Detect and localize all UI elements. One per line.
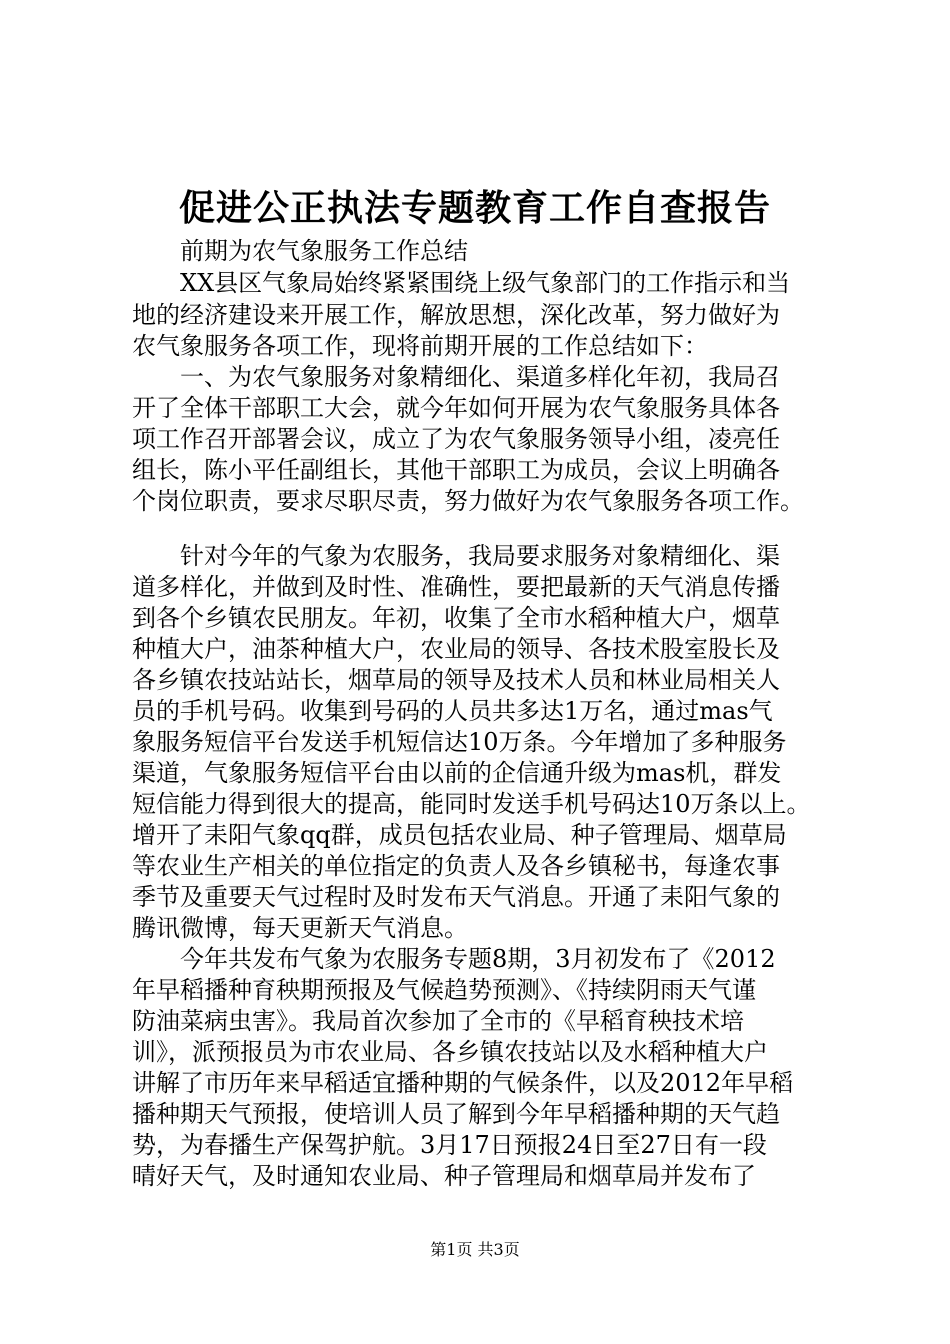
paragraph-line: 增开了耒阳气象qq群，成员包括农业局、种子管理局、烟草局	[132, 821, 787, 849]
paragraph-line: 讲解了市历年来早稻适宜播种期的气候条件，以及2012年早稻	[132, 1069, 794, 1097]
paragraph-line: 今年共发布气象为农服务专题8期，3月初发布了《2012	[180, 945, 776, 973]
document-title: 促进公正执法专题教育工作自查报告	[178, 187, 771, 229]
paragraph-line: 开了全体干部职工大会，就今年如何开展为农气象服务具体各	[132, 394, 780, 422]
paragraph-line: 年早稻播种育秧期预报及气候趋势预测》、《持续阴雨天气谨	[132, 976, 756, 1004]
paragraph-line: 组长，陈小平任副组长，其他干部职工为成员，会议上明确各	[132, 456, 780, 484]
paragraph-line: 农气象服务各项工作，现将前期开展的工作总结如下：	[132, 332, 708, 360]
paragraph-line: 短信能力得到很大的提高，能同时发送手机号码达10万条以上。	[132, 790, 811, 818]
paragraph-line: 到各个乡镇农民朋友。年初，收集了全市水稻种植大户，烟草	[132, 604, 780, 632]
paragraph-line: 训》，派预报员为市农业局、各乡镇农技站以及水稻种植大户	[132, 1038, 768, 1066]
paragraph-line: 前期为农气象服务工作总结	[180, 237, 468, 265]
paragraph-line: 个岗位职责，要求尽职尽责，努力做好为农气象服务各项工作。	[132, 487, 804, 515]
paragraph-line: 道多样化，并做到及时性、准确性，要把最新的天气消息传播	[132, 573, 780, 601]
paragraph-line: 员的手机号码。收集到号码的人员共多达1万名，通过mas气	[132, 697, 773, 725]
paragraph-line: 势，为春播生产保驾护航。3月17日预报24日至27日有一段	[132, 1131, 767, 1159]
paragraph-line: 晴好天气，及时通知农业局、种子管理局和烟草局并发布了	[132, 1162, 756, 1190]
paragraph-line: 等农业生产相关的单位指定的负责人及各乡镇秘书，每逢农事	[132, 852, 780, 880]
page-footer: 第1页 共3页	[430, 1240, 520, 1259]
paragraph-line: 针对今年的气象为农服务，我局要求服务对象精细化、渠	[180, 542, 780, 570]
paragraph-line: 地的经济建设来开展工作，解放思想，深化改革，努力做好为	[132, 301, 780, 329]
paragraph-line: 播种期天气预报，使培训人员了解到今年早稻播种期的天气趋	[132, 1100, 780, 1128]
paragraph-line: 象服务短信平台发送手机短信达10万条。今年增加了多种服务	[132, 728, 787, 756]
paragraph-line: 项工作召开部署会议，成立了为农气象服务领导小组，凌亮任	[132, 425, 780, 453]
paragraph-line: 季节及重要天气过程时及时发布天气消息。开通了耒阳气象的	[132, 883, 780, 911]
paragraph-line: 种植大户，油茶种植大户，农业局的领导、各技术股室股长及	[132, 635, 780, 663]
paragraph-line: 各乡镇农技站站长，烟草局的领导及技术人员和林业局相关人	[132, 666, 780, 694]
paragraph-line: 渠道，气象服务短信平台由以前的企信通升级为mas机，群发	[132, 759, 782, 787]
paragraph-line: 一、为农气象服务对象精细化、渠道多样化年初，我局召	[180, 363, 780, 391]
paragraph-line: 防油菜病虫害》。我局首次参加了全市的《早稻育秧技术培	[132, 1007, 744, 1035]
paragraph-line: 腾讯微博，每天更新天气消息。	[132, 914, 468, 942]
paragraph-line: XX县区气象局始终紧紧围绕上级气象部门的工作指示和当	[180, 269, 791, 297]
